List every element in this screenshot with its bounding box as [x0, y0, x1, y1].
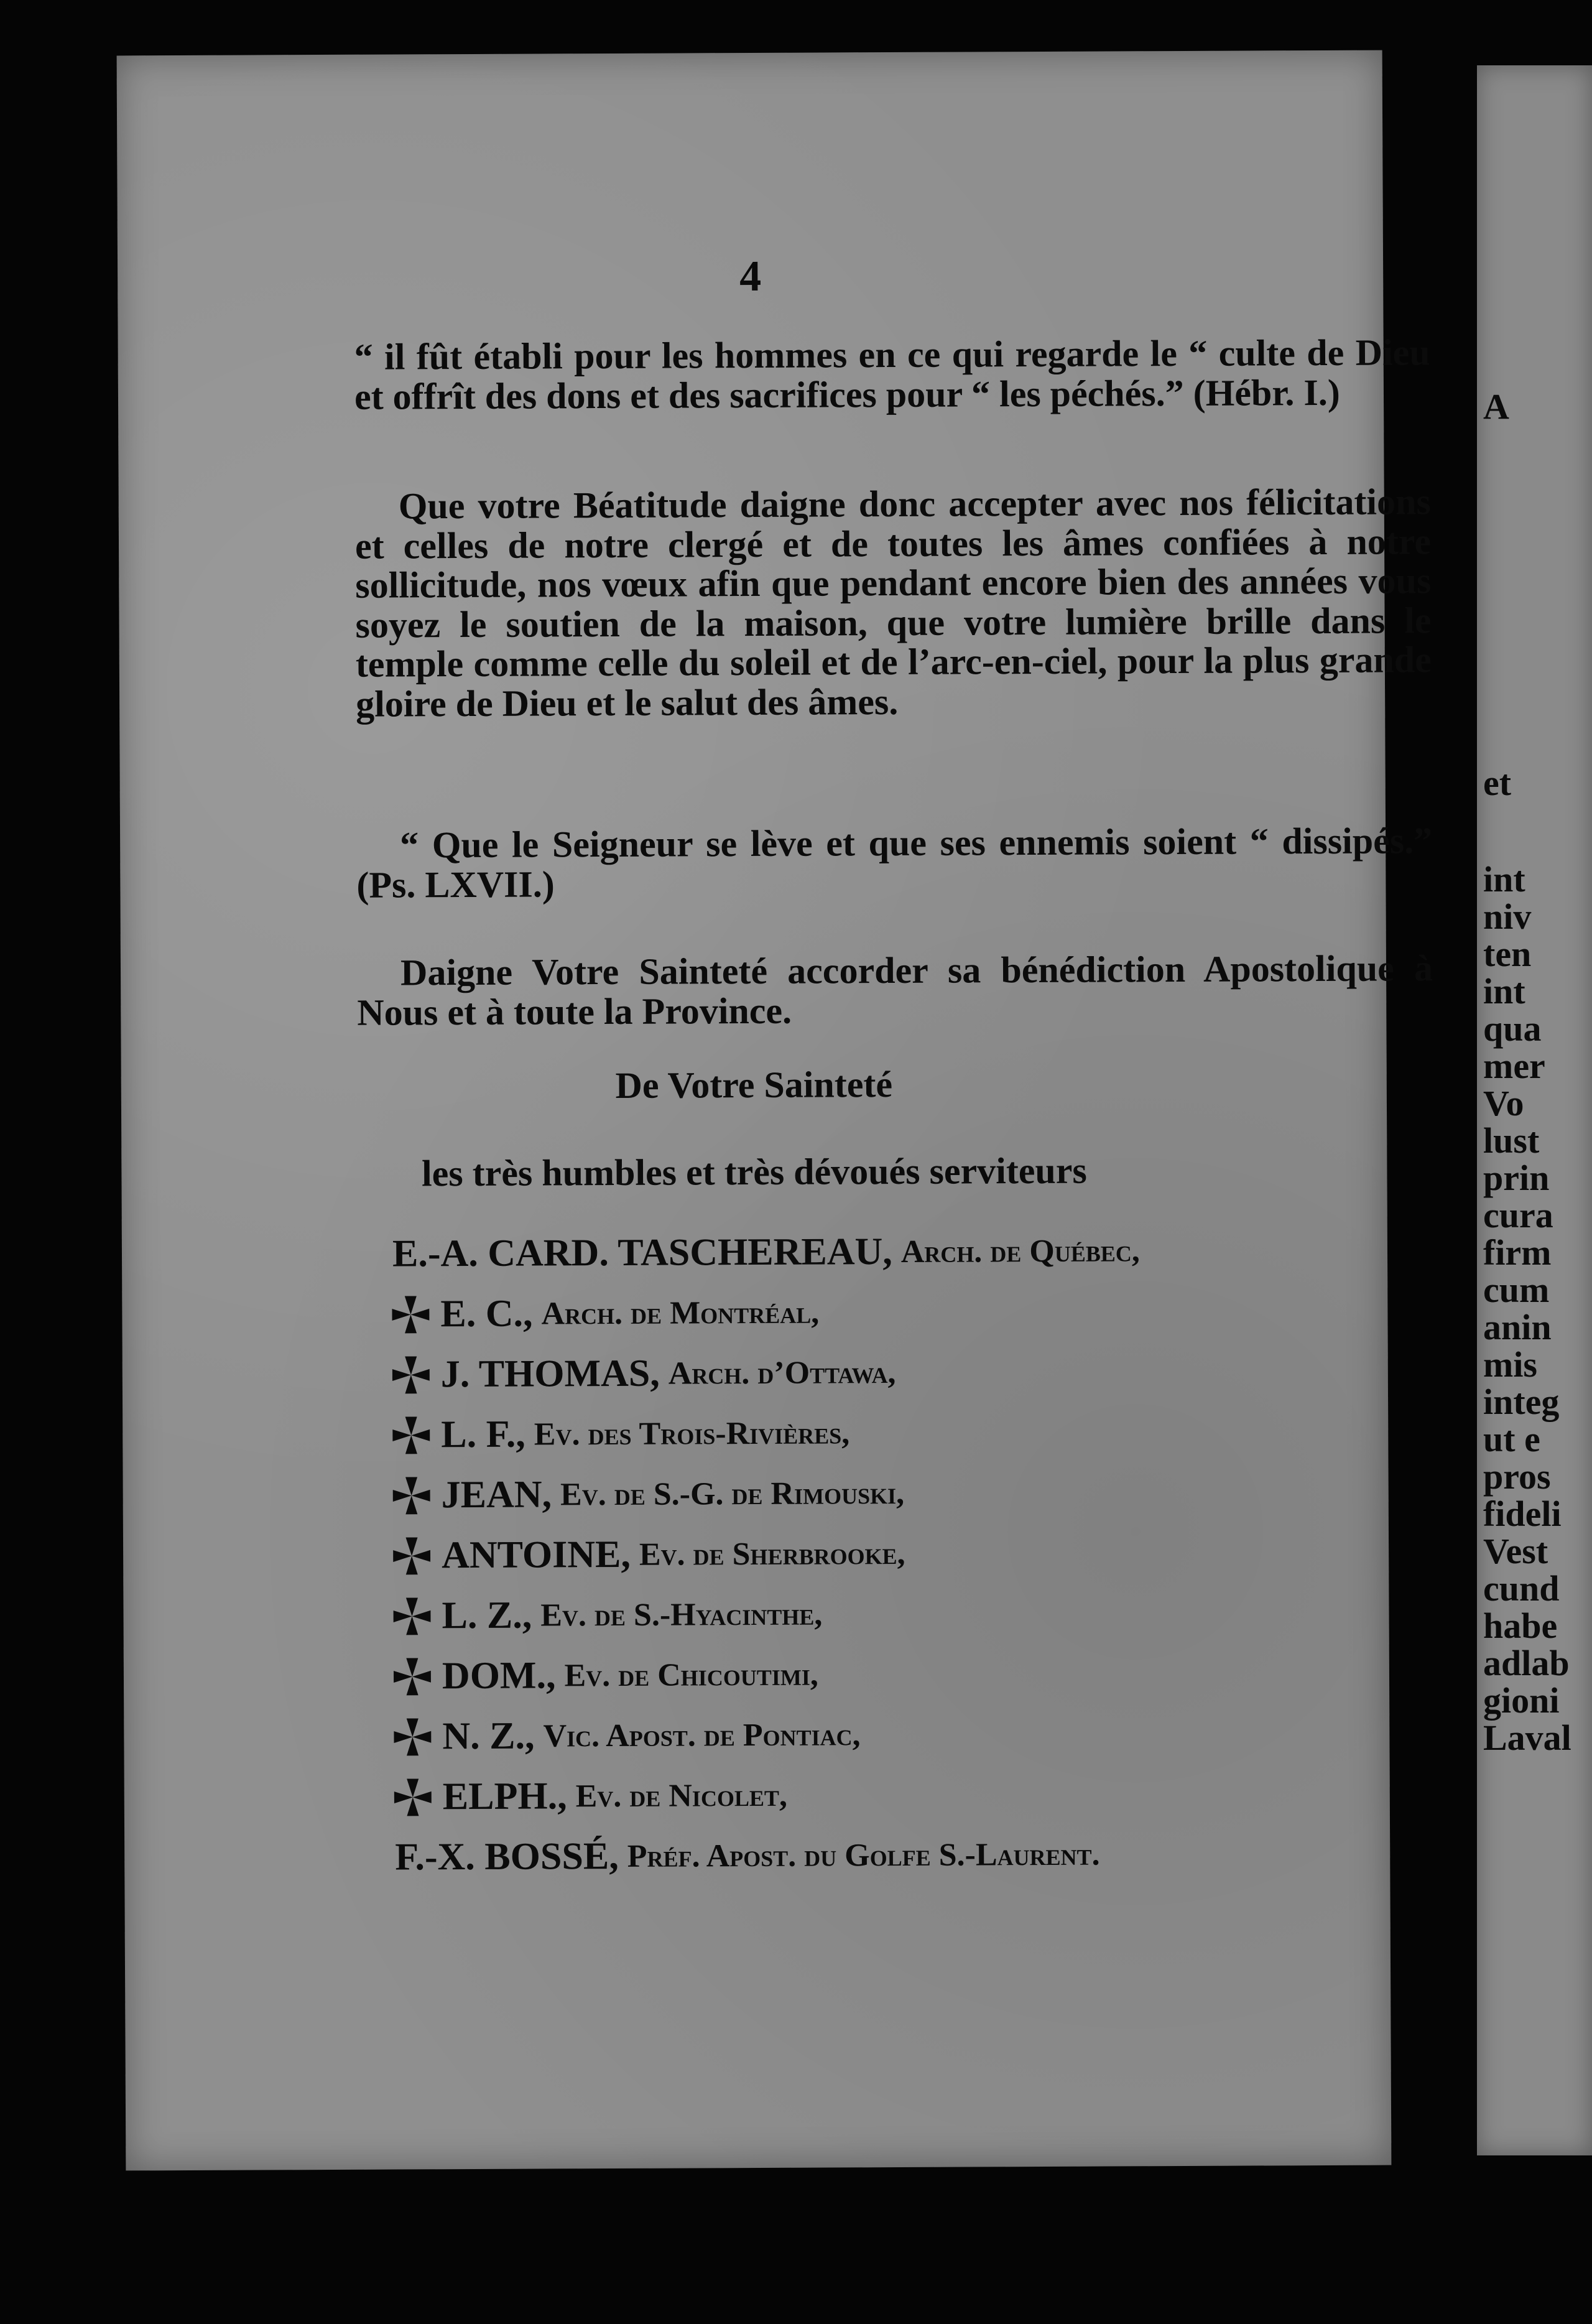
maltese-cross-icon: [390, 1354, 432, 1396]
adjacent-page-word: pros: [1483, 1456, 1551, 1497]
maltese-cross-icon: [392, 1776, 434, 1818]
signatory-name: N. Z.,: [442, 1714, 535, 1758]
adjacent-page-word: mer: [1483, 1046, 1545, 1086]
signatory-line: [389, 1219, 1446, 1284]
paragraph-felicitations: Que votre Béatitude daigne donc accepter avec nos félicitations et celles de notre clergé et de toutes les âmes confiées à notre sollicitude, nos vœux afin que pendant encore bien des années vous soyez le soutien de la maison, que votre lumière brille dans le temple comme celle du soleil et de l’arc-en-ciel, pour la plus grande gloire de Dieu et le salut des âmes.: [354, 481, 1432, 725]
adjacent-page-word: firm: [1483, 1232, 1552, 1273]
signatory-list: [389, 1219, 1450, 1887]
maltese-cross-icon: [389, 1293, 432, 1336]
signatory-line: [391, 1702, 1448, 1767]
signatory-name: F.-X. BOSSÉ,: [395, 1834, 619, 1879]
adjacent-page-word: int: [1483, 971, 1525, 1011]
adjacent-page-word: cum: [1483, 1270, 1550, 1310]
signatory-line: [391, 1581, 1448, 1646]
adjacent-page-word: fideli: [1483, 1494, 1562, 1534]
signatory-line: [392, 1823, 1449, 1887]
signatory-name: ELPH.,: [442, 1775, 567, 1818]
signatory-line: [391, 1521, 1448, 1586]
paragraph-hebrews-quote: “ il fût établi pour les hommes en ce qui regarde le “ culte de Dieu et offrît des dons et des sacrifices pour “ les péchés.” (Hébr. I.): [354, 332, 1430, 417]
adjacent-page-word: prin: [1483, 1158, 1550, 1198]
page-number: 4: [739, 252, 762, 301]
signatory-name: JEAN,: [441, 1473, 552, 1517]
adjacent-page-word: niv: [1483, 896, 1532, 937]
adjacent-page-word: Laval: [1483, 1717, 1571, 1758]
adjacent-page-word: Vo: [1483, 1083, 1524, 1123]
signatory-title: Ev. de S.-G. de Rimouski,: [560, 1475, 905, 1513]
signatory-name: ANTOINE,: [441, 1533, 631, 1577]
signatory-name: L. Z.,: [442, 1594, 532, 1637]
signatory-line: [390, 1400, 1447, 1465]
adjacent-page-word: cura: [1483, 1195, 1553, 1235]
adjacent-page-fragment: [1477, 65, 1592, 2155]
signatory-title: Ev. de Chicoutimi,: [564, 1657, 818, 1694]
adjacent-page-word: gioni: [1483, 1680, 1560, 1721]
adjacent-page-word: ut e: [1483, 1419, 1540, 1459]
adjacent-page-word: anin: [1483, 1307, 1552, 1347]
signatory-title: Arch. d’Ottawa,: [668, 1355, 896, 1392]
adjacent-page-word: adlab: [1483, 1643, 1570, 1683]
signatory-title: Arch. de Québec,: [900, 1233, 1140, 1270]
paragraph-benediction: Daigne Votre Sainteté accorder sa bénédiction Apostolique à Nous et à toute la Province.: [357, 947, 1433, 1033]
paragraph-psalm-quote: “ Que le Seigneur se lève et que ses ennemis soient “ dissipés.” (Ps. LXVII.): [356, 820, 1433, 906]
signatory-title: Ev. de S.-Hyacinthe,: [540, 1596, 823, 1634]
signatory-title: Ev. de Nicolet,: [575, 1777, 788, 1815]
document-page: [117, 50, 1433, 2171]
signatory-line: [390, 1461, 1447, 1525]
signatory-title: Ev. des Trois-Rivières,: [534, 1415, 850, 1452]
signatory-name: J. THOMAS,: [440, 1352, 660, 1396]
adjacent-page-word: qua: [1483, 1008, 1542, 1049]
adjacent-page-word: integ: [1483, 1382, 1560, 1422]
adjacent-page-word: lust: [1483, 1120, 1540, 1161]
signatory-title: Arch. de Montréal,: [541, 1294, 820, 1332]
closing-salutation: De Votre Sainteté: [615, 1064, 893, 1106]
signatory-name: E.-A. CARD. TASCHEREAU,: [392, 1230, 892, 1275]
adjacent-page-word: ten: [1483, 934, 1532, 974]
signatory-title: Préf. Apost. du Golfe S.-Laurent.: [627, 1836, 1100, 1874]
signatory-title: Ev. de Sherbrooke,: [639, 1535, 905, 1573]
signatory-line: [390, 1340, 1447, 1405]
adjacent-page-word: A: [1483, 386, 1509, 427]
maltese-cross-icon: [391, 1474, 433, 1517]
maltese-cross-icon: [391, 1716, 433, 1758]
adjacent-page-word: Vest: [1483, 1531, 1548, 1571]
signatory-name: E. C.,: [440, 1292, 533, 1336]
signatory-line: [392, 1762, 1449, 1827]
adjacent-page-word: et: [1483, 763, 1512, 803]
adjacent-page-word: habe: [1483, 1606, 1558, 1646]
maltese-cross-icon: [391, 1595, 433, 1637]
adjacent-page-word: int: [1483, 859, 1525, 899]
maltese-cross-icon: [391, 1655, 433, 1698]
signatory-line: [389, 1280, 1446, 1344]
maltese-cross-icon: [391, 1535, 433, 1577]
signatory-line: [391, 1642, 1448, 1706]
signatory-name: DOM.,: [442, 1654, 556, 1698]
signatory-name: L. F.,: [441, 1413, 525, 1456]
signatory-title: Vic. Apost. de Pontiac,: [543, 1717, 861, 1754]
adjacent-page-word: cund: [1483, 1568, 1560, 1609]
maltese-cross-icon: [390, 1414, 432, 1456]
closing-servants-line: les très humbles et très dévoués serviteurs: [421, 1150, 1087, 1194]
adjacent-page-word: mis: [1483, 1344, 1537, 1385]
